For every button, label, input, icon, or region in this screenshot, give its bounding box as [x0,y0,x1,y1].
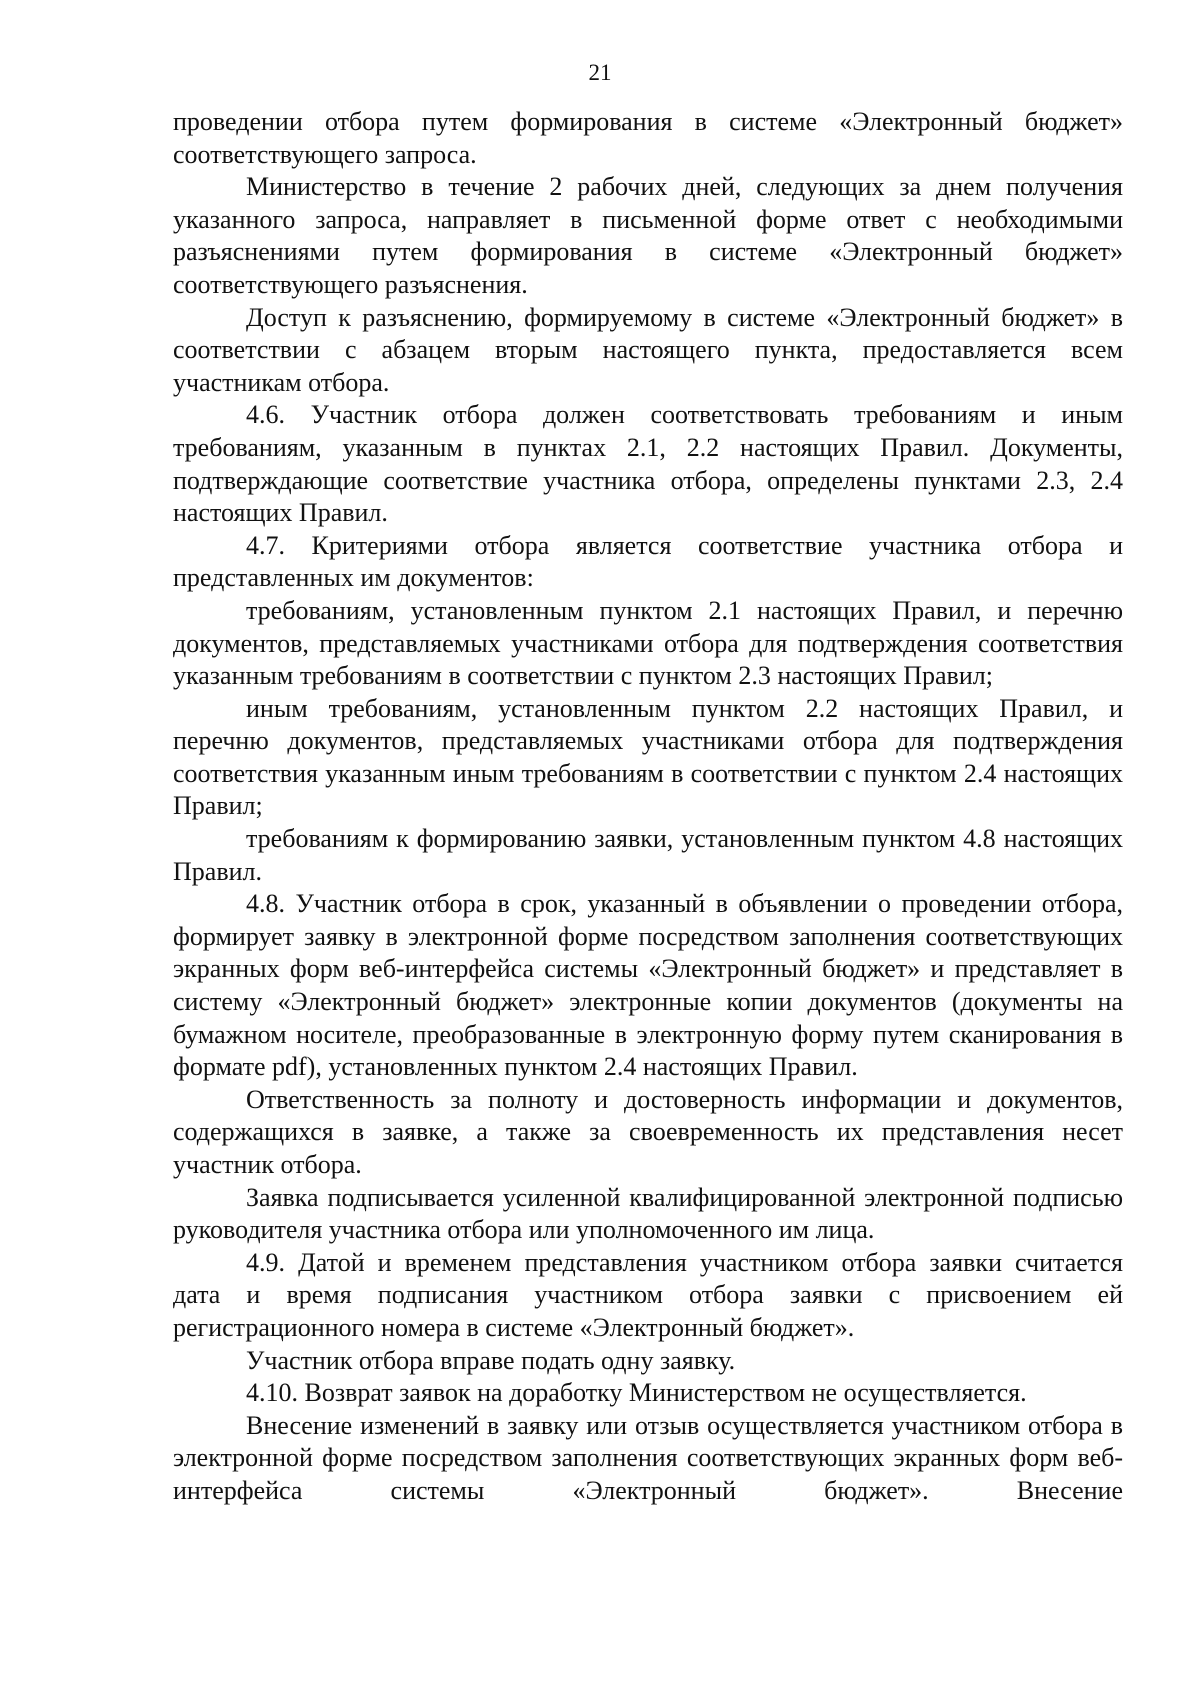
paragraph-4-7: 4.7. Критериями отбора является соответствие участника отбора и представленных им документов: [173,530,1123,593]
paragraph-ministry-response: Министерство в течение 2 рабочих дней, следующих за днем получения указанного запроса, направляет в письменной форме ответ с необходимыми разъяснениями путем формирования в системе «Электронный бюджет» соответствующего разъяснения. [173,172,1123,299]
paragraph-continuation: проведении отбора путем формирования в системе «Электронный бюджет» соответствующего запроса. [173,107,1123,169]
paragraph-criteria-other-requirements: иным требованиям, установленным пунктом 2.2 настоящих Правил, и перечню документов, представляемых участниками отбора для подтверждения соответствия указанным иным требованиям в соответствии с пунктом 2.4 настоящих Правил; [173,693,1123,821]
paragraph-responsibility: Ответственность за полноту и достоверность информации и документов, содержащихся в заявке, а также за своевременность их представления несет участник отбора. [173,1084,1123,1179]
paragraph-4-9: 4.9. Датой и временем представления участником отбора заявки считается дата и время подписания участником отбора заявки с присвоением ей регистрационного номера в системе «Электронный бюджет». [173,1247,1123,1342]
paragraph-4-8: 4.8. Участник отбора в срок, указанный в объявлении о проведении отбора, формирует заявку в электронной форме посредством заполнения соответствующих экранных форм веб-интерфейса системы «Электронный бюджет» и представляет в систему «Электронный бюджет» электронные копии документов (документы на бумажном носителе, преобразованные в электронную форму путем сканирования в формате pdf), установленных пунктом 2.4 настоящих Правил. [173,889,1123,1082]
paragraph-signature: Заявка подписывается усиленной квалифицированной электронной подписью руководителя участника отбора или уполномоченного им лица. [173,1182,1123,1245]
paragraph-changes-withdrawal: Внесение изменений в заявку или отзыв осуществляется участником отбора в электронной форме посредством заполнения соответствующих экранных форм веб-интерфейса системы «Электронный бюджет». Внесение [173,1410,1123,1505]
page-number: 21 [588,60,612,85]
paragraph-one-application: Участник отбора вправе подать одну заявку. [246,1345,736,1375]
paragraph-access-clarification: Доступ к разъяснению, формируемому в системе «Электронный бюджет» в соответствии с абзацем вторым настоящего пункта, предоставляется всем участникам отбора. [173,302,1123,397]
paragraph-criteria-application: требованиям к формированию заявки, установленным пунктом 4.8 настоящих Правил. [173,824,1123,886]
paragraph-criteria-requirements: требованиям, установленным пунктом 2.1 настоящих Правил, и перечню документов, представляемых участниками отбора для подтверждения соответствия указанным требованиям в соответствии с пунктом 2.3 настоящих Правил; [173,595,1123,691]
document-body [173,106,1123,1508]
paragraph-4-10: 4.10. Возврат заявок на доработку Министерством не осуществляется. [246,1378,1027,1408]
paragraph-4-6: 4.6. Участник отбора должен соответствовать требованиям и иным требованиям, указанным в пунктах 2.1, 2.2 настоящих Правил. Документы, подтверждающие соответствие участника отбора, определены пунктами 2.3, 2.4 настоящих Правил. [173,400,1123,528]
